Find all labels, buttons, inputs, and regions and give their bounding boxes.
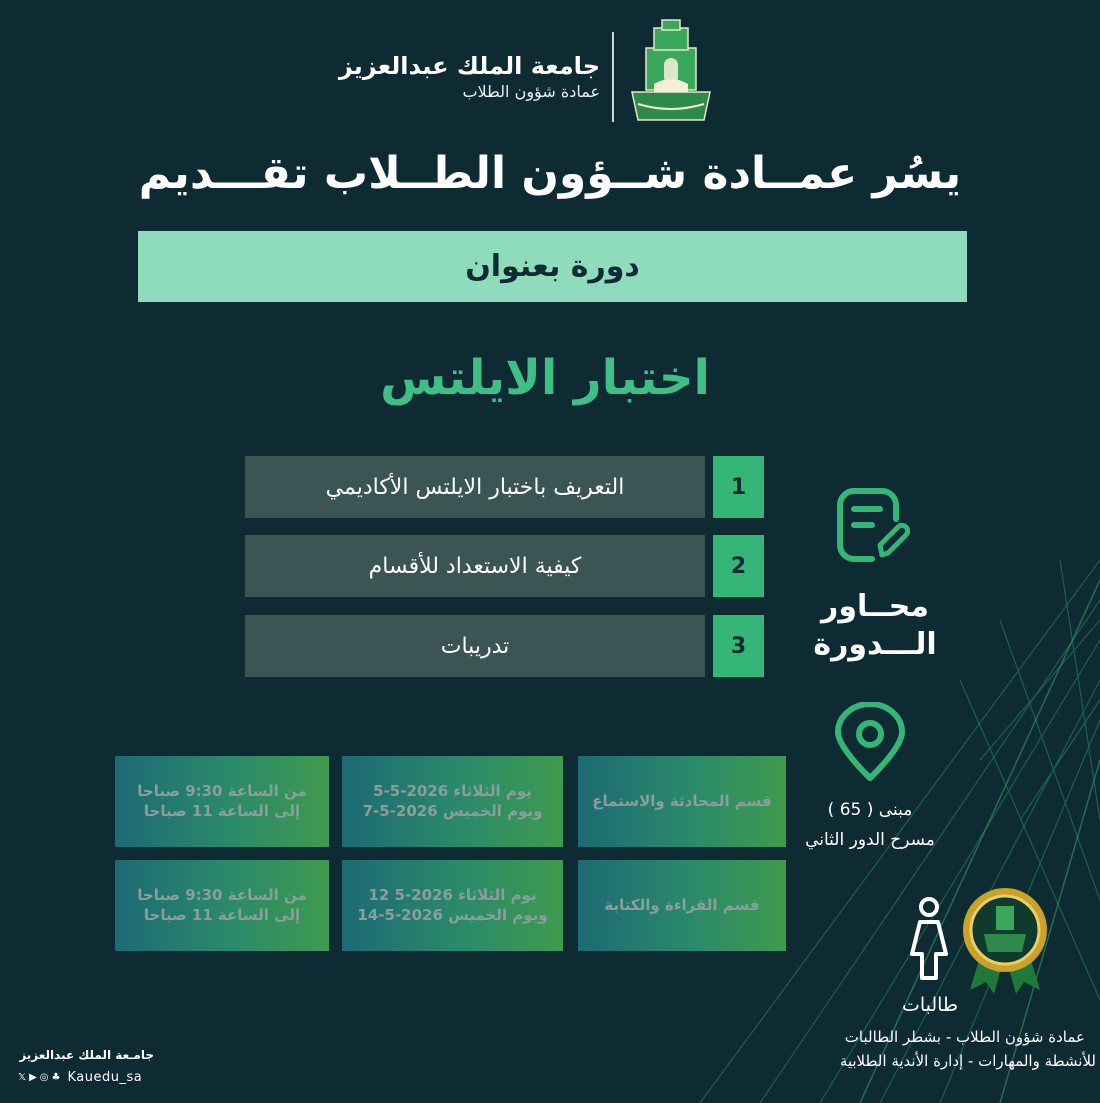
axes-line-2: الـــدورة — [813, 626, 937, 662]
course-axes-label — [800, 588, 950, 663]
social-handle[interactable]: Kaued​u_sa — [67, 1070, 143, 1085]
schedule-row-2-time — [115, 860, 329, 951]
schedule-row-1-days — [342, 756, 563, 847]
snapchat-icon[interactable]: ♣ — [51, 1072, 61, 1083]
day-2: ويوم الخميس 2026-5-7 — [362, 801, 543, 820]
instagram-icon[interactable]: ◎ — [39, 1072, 49, 1083]
schedule-row-2-section — [578, 860, 786, 951]
topic-1-number: 1 — [713, 456, 764, 518]
topic-2-number: 2 — [713, 535, 764, 597]
schedule-row-1-section — [578, 756, 786, 847]
course-title: اختبار الايلتس — [380, 350, 710, 406]
schedule-row-1-time — [115, 756, 329, 847]
section-label: قسم القراءة والكتابة — [604, 895, 760, 914]
medal-badge-icon — [960, 886, 1050, 996]
subtitle-text: دورة بعنوان — [465, 249, 640, 284]
location-room: مسرح الدور الثاني — [805, 830, 935, 850]
audience-label: طالبات — [901, 994, 959, 1016]
university-name: جامعة الملك عبدالعزيز — [338, 52, 600, 80]
topic-3-number: 3 — [713, 615, 764, 677]
time-start: من الساعة 9:30 صباحا — [137, 886, 307, 904]
document-edit-icon — [832, 485, 912, 565]
footer-line-2: للأنشطة والمهارات - إدارة الأندية الطلابية — [839, 1052, 1096, 1070]
subtitle-bar — [138, 231, 967, 302]
time-end: إلى الساعة 11 صباحا — [143, 801, 301, 820]
section-label: قسم المحادثة والاستماع — [592, 791, 772, 810]
footer-line-1: عمادة شؤون الطلاب - بشطر الطالبات — [844, 1028, 1085, 1046]
main-title: يسُر عمــادة شــؤون الطــلاب تقـــديم — [138, 148, 962, 199]
time-end: إلى الساعة 11 صباحا — [143, 905, 301, 924]
location-building: مبنى ( 65 ) — [827, 800, 913, 820]
time-start: من الساعة 9:30 صباحا — [137, 782, 307, 800]
topic-2-text: كيفية الاستعداد للأقسام — [245, 535, 705, 597]
location-pin-icon — [830, 702, 910, 784]
social-row — [18, 1070, 142, 1085]
day-2: ويوم الخميس 2026-5-14 — [357, 905, 548, 924]
university-logo-icon — [624, 18, 718, 130]
axes-line-1: محــاور — [821, 589, 929, 624]
youtube-icon[interactable]: ▶ — [29, 1072, 37, 1083]
schedule-row-2-days — [342, 860, 563, 951]
corner-university-name: جامـعة الملك عبدالعزيز — [19, 1048, 154, 1062]
x-icon[interactable]: 𝕏 — [18, 1072, 27, 1083]
day-1: يوم الثلاثاء 2026-5-5 — [373, 782, 532, 800]
deanship-name: عمادة شؤون الطلاب — [462, 82, 600, 101]
female-icon — [906, 896, 952, 982]
topic-1-text: التعريف باختبار الايلتس الأكاديمي — [245, 456, 705, 518]
topic-3-text: تدريبات — [245, 615, 705, 677]
day-1: يوم الثلاثاء 2026-5 12 — [368, 886, 537, 904]
header-divider — [612, 32, 614, 122]
